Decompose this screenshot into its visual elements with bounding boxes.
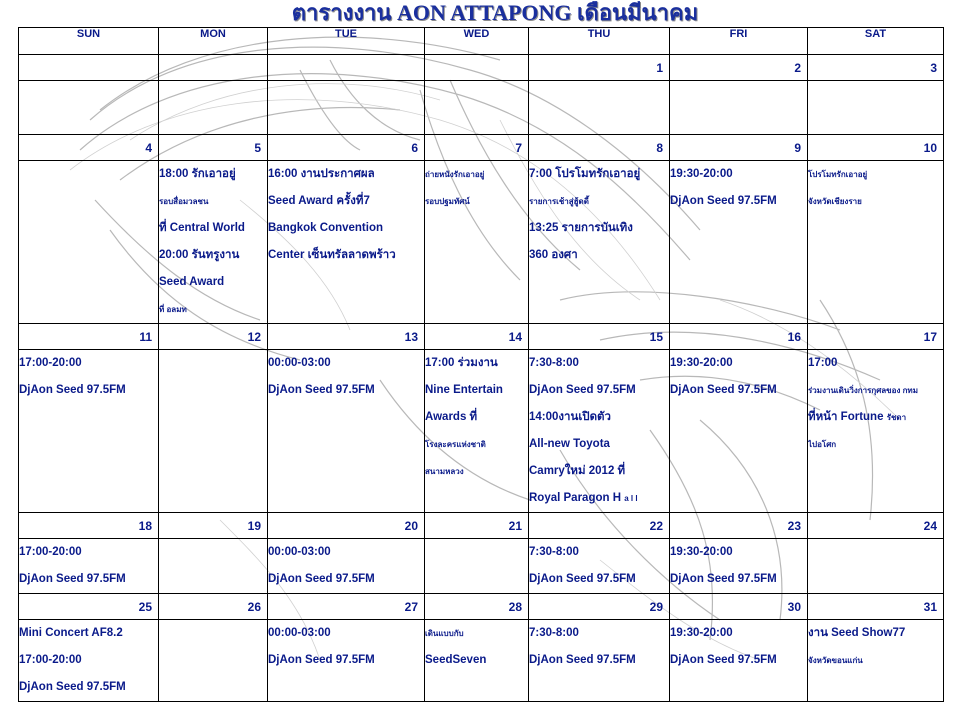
day-cell[interactable] [808, 350, 944, 513]
day-cell[interactable] [529, 350, 670, 513]
day-cell[interactable] [159, 81, 268, 135]
event-line: จังหวัดเชียงราย [808, 197, 862, 206]
event-line: รายการเช้าสู่ฮู้ดดี้ [529, 197, 589, 206]
date-number: 28 [425, 594, 529, 620]
day-cell[interactable] [159, 161, 268, 324]
events-row [19, 620, 944, 702]
event-line: DjAon Seed 97.5FM [19, 681, 126, 693]
date-number: 13 [268, 324, 425, 350]
day-cell[interactable] [529, 620, 670, 702]
event-line-tail: รัชดา [886, 413, 907, 422]
event-line: 18:00 รักเอาอยู่ [159, 168, 236, 180]
date-number: 11 [19, 324, 159, 350]
weekday-sat: SAT [808, 28, 944, 55]
event-line: 14:00งานเปิดตัว [529, 411, 611, 423]
event-line: SeedSeven [425, 654, 487, 666]
event-line: 00:00-03:00 [268, 357, 331, 369]
event-line: 17:00 ร่วมงาน [425, 357, 498, 369]
day-cell[interactable] [268, 350, 425, 513]
day-cell[interactable] [808, 539, 944, 594]
event-line: ที่หน้า Fortune [808, 411, 884, 423]
event-line: ที่ Central World [159, 222, 245, 234]
event-line-wrap [808, 404, 943, 431]
date-number: 9 [670, 135, 808, 161]
event-line: DjAon Seed 97.5FM [529, 573, 636, 585]
date-number-row [19, 135, 944, 161]
event-line: จังหวัดขอนแก่น [808, 656, 863, 665]
event-line: Nine Entertain [425, 384, 503, 396]
date-number-row [19, 55, 944, 81]
event-line: 19:30-20:00 [670, 627, 733, 639]
event-line: All-new Toyota [529, 438, 610, 450]
event-line: 7:30-8:00 [529, 627, 579, 639]
date-number: 21 [425, 513, 529, 539]
date-number-row [19, 324, 944, 350]
event-line: 7:30-8:00 [529, 546, 579, 558]
date-number: 3 [808, 55, 944, 81]
event-line: 13:25 รายการบันเทิง [529, 222, 633, 234]
event-line: 17:00-20:00 [19, 654, 82, 666]
date-number: 24 [808, 513, 944, 539]
day-cell[interactable] [425, 539, 529, 594]
day-cell[interactable] [425, 620, 529, 702]
event-line: DjAon Seed 97.5FM [670, 654, 777, 666]
date-number: 4 [19, 135, 159, 161]
date-number: 25 [19, 594, 159, 620]
day-cell[interactable] [19, 350, 159, 513]
date-number: 10 [808, 135, 944, 161]
date-number: 16 [670, 324, 808, 350]
date-number [425, 55, 529, 81]
day-cell[interactable] [159, 620, 268, 702]
event-line: Center เซ็นทรัลลาดพร้าว [268, 249, 396, 261]
day-cell[interactable] [425, 81, 529, 135]
events-row [19, 81, 944, 135]
day-cell[interactable] [159, 539, 268, 594]
day-cell[interactable] [670, 539, 808, 594]
event-line: โรงละครแห่งชาติ [425, 440, 486, 449]
day-cell[interactable] [808, 161, 944, 324]
event-line: 7:00 โปรโมทรักเอาอยู่ [529, 168, 641, 180]
day-cell[interactable] [808, 620, 944, 702]
event-line: DjAon Seed 97.5FM [268, 654, 375, 666]
events-row [19, 161, 944, 324]
day-cell[interactable] [159, 350, 268, 513]
date-number: 22 [529, 513, 670, 539]
date-number: 17 [808, 324, 944, 350]
event-line: โปรโมทรักเอาอยู่ [808, 170, 868, 179]
events-row [19, 539, 944, 594]
date-number: 27 [268, 594, 425, 620]
event-line: Mini Concert AF8.2 [19, 627, 123, 639]
event-line-tail: a l l [624, 494, 638, 503]
date-number: 7 [425, 135, 529, 161]
date-number [159, 55, 268, 81]
day-cell[interactable] [19, 81, 159, 135]
page-title: ตารางงาน AON ATTAPONG เดือนมีนาคม [291, 0, 699, 25]
event-line: 16:00 งานประกาศผล [268, 168, 375, 180]
event-line: Camryใหม่ 2012 ที่ [529, 465, 626, 477]
event-line: ไปอโศก [808, 440, 837, 449]
event-line: 19:30-20:00 [670, 357, 733, 369]
calendar-body [19, 55, 944, 702]
date-number: 26 [159, 594, 268, 620]
date-number: 29 [529, 594, 670, 620]
event-line: Bangkok Convention [268, 222, 384, 234]
day-cell[interactable] [268, 81, 425, 135]
weekday-thu: THU [529, 28, 670, 55]
event-line: Royal Paragon H [529, 492, 622, 504]
day-cell[interactable] [670, 620, 808, 702]
date-number: 14 [425, 324, 529, 350]
event-line: DjAon Seed 97.5FM [670, 195, 777, 207]
event-line: DjAon Seed 97.5FM [529, 384, 636, 396]
event-line: 00:00-03:00 [268, 546, 331, 558]
weekday-header-row [19, 28, 944, 55]
weekday-wed: WED [425, 28, 529, 55]
event-line: DjAon Seed 97.5FM [268, 573, 375, 585]
weekday-sun: SUN [19, 28, 159, 55]
weekday-mon: MON [159, 28, 268, 55]
event-line: DjAon Seed 97.5FM [670, 384, 777, 396]
event-line: รอบปฐมทัศน์ [425, 197, 470, 206]
event-line: DjAon Seed 97.5FM [529, 654, 636, 666]
date-number: 31 [808, 594, 944, 620]
event-line: ร่วมงานเดินวิ่งการกุศลของ กทม [808, 386, 918, 395]
weekday-fri: FRI [670, 28, 808, 55]
date-number: 30 [670, 594, 808, 620]
event-line: 00:00-03:00 [268, 627, 331, 639]
date-number: 1 [529, 55, 670, 81]
event-line: Seed Award ครั้งที่7 [268, 195, 370, 207]
day-cell[interactable] [808, 81, 944, 135]
day-cell[interactable] [529, 161, 670, 324]
date-number [19, 55, 159, 81]
event-line: 17:00-20:00 [19, 546, 82, 558]
event-line: รอบสื่อมวลชน [159, 197, 209, 206]
event-line-wrap [529, 485, 669, 512]
date-number: 8 [529, 135, 670, 161]
date-number: 5 [159, 135, 268, 161]
date-number: 23 [670, 513, 808, 539]
event-line: 20:00 รันทรูงาน [159, 249, 240, 261]
calendar-table [18, 27, 944, 702]
event-line: 7:30-8:00 [529, 357, 579, 369]
date-number [268, 55, 425, 81]
event-line: DjAon Seed 97.5FM [19, 384, 126, 396]
weekday-tue: TUE [268, 28, 425, 55]
event-line: 17:00 [808, 357, 838, 369]
event-line: DjAon Seed 97.5FM [19, 573, 126, 585]
day-cell[interactable] [19, 620, 159, 702]
day-cell[interactable] [670, 350, 808, 513]
date-number: 2 [670, 55, 808, 81]
events-row [19, 350, 944, 513]
event-line: สนามหลวง [425, 467, 464, 476]
event-line: Awards ที่ [425, 411, 478, 423]
date-number-row [19, 513, 944, 539]
event-line: Seed Award [159, 276, 225, 288]
event-line: เดินแบบกับ [425, 629, 464, 638]
day-cell[interactable] [425, 161, 529, 324]
event-line: 19:30-20:00 [670, 546, 733, 558]
event-line: DjAon Seed 97.5FM [670, 573, 777, 585]
day-cell[interactable] [268, 620, 425, 702]
day-cell[interactable] [19, 161, 159, 324]
event-line: ถ่ายหนังรักเอาอยู่ [425, 170, 485, 179]
day-cell[interactable] [19, 539, 159, 594]
event-line: ที่ อลมท [159, 305, 187, 314]
date-number: 19 [159, 513, 268, 539]
day-cell[interactable] [425, 350, 529, 513]
event-line: 17:00-20:00 [19, 357, 82, 369]
day-cell[interactable] [268, 161, 425, 324]
date-number: 12 [159, 324, 268, 350]
event-line: งาน Seed Show77 [808, 627, 906, 639]
event-line: DjAon Seed 97.5FM [268, 384, 375, 396]
date-number: 18 [19, 513, 159, 539]
day-cell[interactable] [670, 161, 808, 324]
date-number: 6 [268, 135, 425, 161]
event-line: 19:30-20:00 [670, 168, 733, 180]
date-number: 20 [268, 513, 425, 539]
day-cell[interactable] [529, 81, 670, 135]
date-number-row [19, 594, 944, 620]
date-number: 15 [529, 324, 670, 350]
day-cell[interactable] [529, 539, 670, 594]
event-line: 360 องศา [529, 249, 578, 261]
day-cell[interactable] [670, 81, 808, 135]
day-cell[interactable] [268, 539, 425, 594]
